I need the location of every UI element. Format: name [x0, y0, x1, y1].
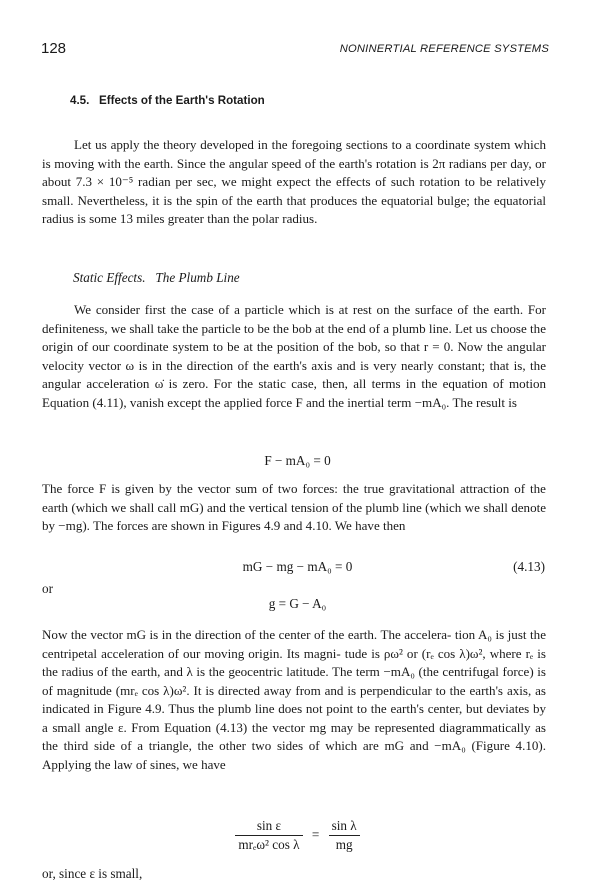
equation-gravity-text: g = G − A₀: [268, 596, 327, 611]
text-line: earth's center, but deviates by a small angle ε. From Equation (4.13) the: [42, 701, 546, 735]
text-line: The force F is given by the vector sum of two forces: the true gravitational: [42, 481, 455, 496]
equation-force-balance: [0, 453, 595, 469]
paragraph-plumb-line: [42, 301, 546, 412]
fraction-left-denominator: mrₑω² cos λ: [238, 837, 300, 852]
equation-number-4-13: (4.13): [513, 559, 545, 574]
text-line: at the position of the bob, so that r = 0. Now the angular velocity vector ω: [42, 339, 547, 373]
fraction-left-numerator: sin ε: [235, 818, 302, 836]
text-line: the inertial term −mA₀. The result is: [328, 394, 517, 410]
text-line: the earth. For definiteness, we shall take the particle to be the bob at the: [42, 302, 546, 336]
page-number: 128: [41, 40, 67, 57]
text-line: is some 13 miles greater than the polar radius.: [77, 211, 318, 227]
text-line: plumb line (which we shall denote by −mg). The forces are shown in: [42, 499, 547, 534]
closing-text: or, since ε is small,: [42, 866, 143, 881]
conjunction-or: or: [42, 581, 53, 596]
fraction-right: [329, 818, 360, 853]
paragraph-centripetal: [42, 626, 546, 774]
text-line: the spin of the earth that produces the equatorial bulge; the equatorial radius: [42, 192, 546, 227]
text-line: equation of motion Equation (4.11), vanish except the applied force F and: [42, 376, 546, 410]
fraction-right-numerator: sin λ: [329, 818, 360, 836]
text-line: tion A₀ is just the centripetal acceleration of our moving origin. Its magni-: [42, 627, 546, 661]
text-line: rotation is 2π radians per day, or about 7.3 × 10⁻⁵ radian per sec, we might: [42, 155, 547, 190]
equation-gravity: [0, 596, 595, 612]
text-line: We consider first the case of a particle which is at rest on the surface of: [74, 302, 469, 317]
paragraph-intro: [42, 136, 546, 229]
equation-force-balance-text: F − mA₀ = 0: [264, 453, 331, 468]
text-line: the other two sides of which are mG and −mA₀ (Figure 4.10). Applying the: [42, 738, 546, 772]
text-line: vector mg may be represented diagrammatically as the third side of a triangle,: [42, 719, 546, 754]
text-line: system which is moving with the earth. Since the angular speed of the earth's: [42, 137, 547, 171]
subsection-title-a: Static Effects.: [73, 270, 146, 285]
equation-4-13: [0, 559, 595, 575]
subsection-heading: [73, 270, 240, 286]
section-heading: [70, 94, 265, 107]
text-line: end of a plumb line. Let us choose the origin of our coordinate system to be: [42, 320, 546, 355]
text-line: law of sines, we have: [113, 756, 226, 772]
text-line: axis, as indicated in Figure 4.9. Thus the plumb line does not point to the: [42, 682, 546, 717]
section-number: 4.5.: [70, 94, 90, 107]
text-line: angular acceleration ω̇ is zero. For the static case, then, all terms in the: [42, 376, 438, 392]
text-line: Let us apply the theory developed in the foregoing sections to a coordinate: [74, 137, 471, 152]
text-line: attraction of the earth (which we shall call mG) and the vertical tension of the: [42, 481, 546, 515]
running-head: NONINERTIAL REFERENCE SYSTEMS: [339, 43, 549, 55]
fraction-left: [235, 818, 302, 853]
equals-sign: =: [311, 826, 320, 842]
fraction-right-denominator: mg: [335, 837, 353, 852]
equation-4-13-text: mG − mg − mA₀ = 0: [242, 559, 353, 574]
text-line: expect the effects of such rotation to be relatively small. Nevertheless, it is: [42, 174, 546, 208]
text-line: is in the direction of the earth's axis and is very nearly constant; that is, the: [138, 357, 546, 373]
text-line: (mrₑ cos λ)ω². It is directed away from and is perpendicular to the earth's: [115, 682, 504, 698]
paragraph-forces: [42, 480, 546, 536]
section-title: Effects of the Earth's Rotation: [99, 94, 265, 107]
text-line: Now the vector mG is in the direction of the center of the earth. The accelera-: [42, 627, 452, 642]
subsection-title-b: The Plumb Line: [155, 270, 240, 285]
equation-law-of-sines: [0, 818, 595, 853]
text-line: tude is ρω² or (rₑ cos λ)ω², where rₑ is the radius of the earth, and λ is the: [42, 645, 546, 680]
text-line: geocentric latitude. The term −mA₀ (the centrifugal force) is of magnitude: [42, 664, 546, 698]
text-line: Figures 4.9 and 4.10. We have then: [221, 518, 406, 534]
